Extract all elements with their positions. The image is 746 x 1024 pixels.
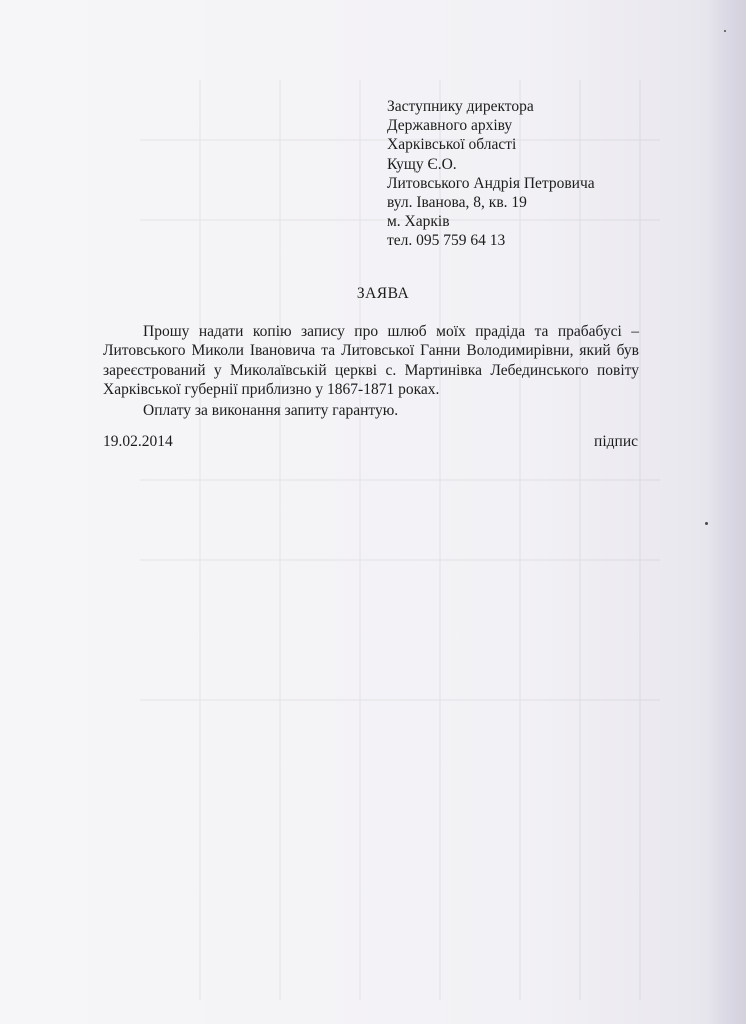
applicant-address: вул. Іванова, 8, кв. 19 — [387, 194, 527, 212]
applicant-name: Литовського Андрія Петровича — [387, 174, 595, 192]
addressee-line: Харківської області — [387, 136, 517, 154]
payment-paragraph: Оплату за виконання запиту гарантую. — [143, 401, 399, 419]
applicant-city: м. Харків — [387, 213, 450, 231]
scan-speck — [705, 522, 708, 525]
addressee-line: Заступнику директора — [387, 98, 534, 115]
page-edge-shadow — [706, 0, 746, 1024]
scan-speck — [724, 30, 726, 32]
addressee-line: Кущу Є.О. — [387, 155, 457, 173]
request-paragraph: Прошу надати копію запису про шлюб моїх прадіда та прабабусі – Литовського Миколи Івановича та Литовської Ганни Володимирівни, який був зареєстрований у Миколаївській церкві с. Мартинівка Лебединського повіту Харківської губернії приблизно у 1867-1871 роках. — [103, 323, 639, 399]
signature-label: підпис — [594, 433, 638, 450]
signature-row — [103, 433, 638, 451]
document-title: ЗАЯВА — [356, 285, 410, 302]
applicant-phone: тел. 095 759 64 13 — [387, 232, 506, 250]
addressee-block — [387, 97, 595, 251]
addressee-line: Державного архіву — [387, 117, 513, 135]
document-date: 19.02.2014 — [103, 433, 173, 450]
document-body — [103, 322, 639, 420]
